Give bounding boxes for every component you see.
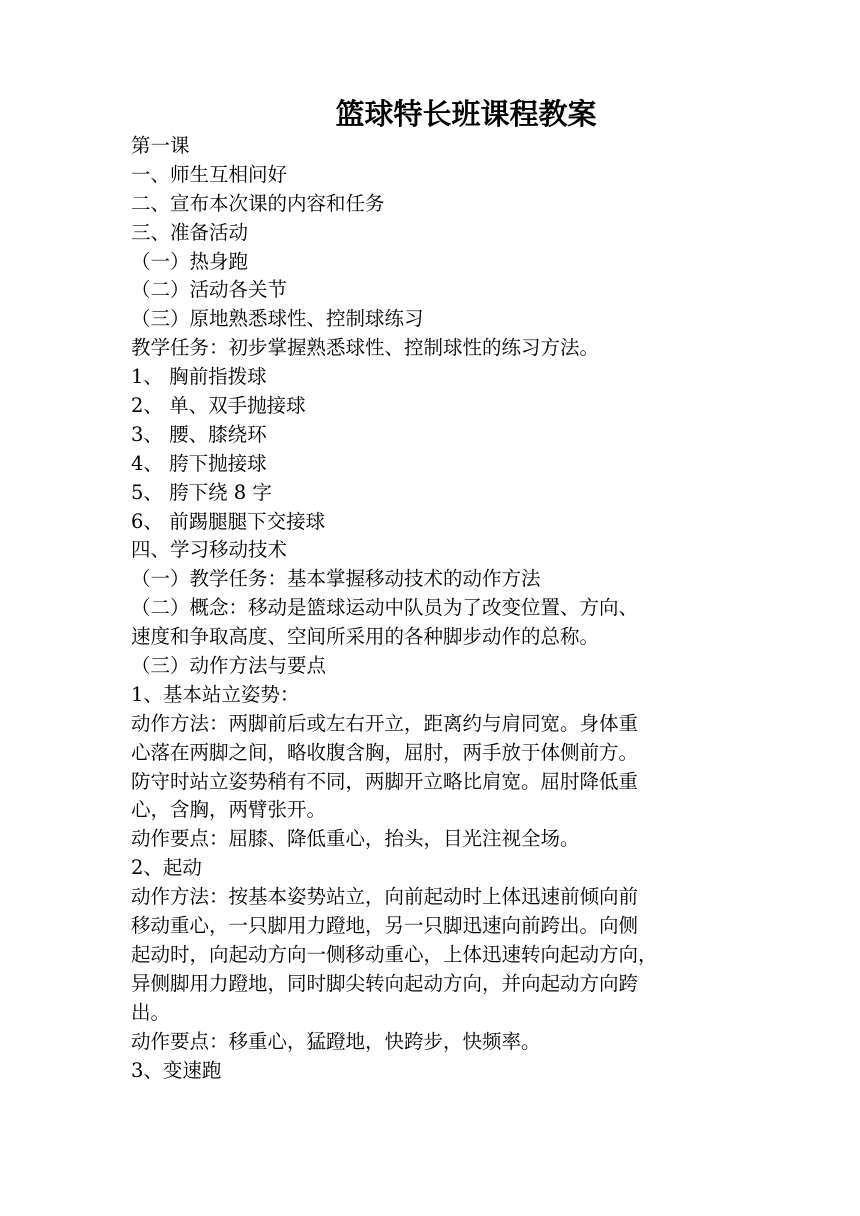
paragraph-line: 异侧脚用力蹬地，同时脚尖转向起动方向，并向起动方向跨 xyxy=(131,971,639,995)
paragraph-line: 心，含胸，两臂张开。 xyxy=(131,798,327,822)
list-item: 4、 胯下抛接球 xyxy=(131,451,267,475)
teaching-task-line: 教学任务：初步掌握熟悉球性、控制球性的练习方法。 xyxy=(131,336,600,360)
subsection-heading: （三）动作方法与要点 xyxy=(131,654,327,678)
subsection-heading: （一）教学任务：基本掌握移动技术的动作方法 xyxy=(131,567,541,591)
section-heading: 三、准备活动 xyxy=(131,220,249,244)
item-heading: 3、变速跑 xyxy=(131,1058,222,1082)
subsection-heading: （三）原地熟悉球性、控制球练习 xyxy=(131,307,424,331)
paragraph-line: 心落在两脚之间，略收腹含胸，屈肘，两手放于体侧前方。 xyxy=(131,740,639,764)
paragraph-line: 移动重心，一只脚用力蹬地，另一只脚迅速向前跨出。向侧 xyxy=(131,914,639,938)
document-body xyxy=(131,132,731,1085)
list-item: 3、 腰、膝绕环 xyxy=(131,422,267,446)
lesson-heading: 第一课 xyxy=(131,134,190,157)
subsection-heading: （二）活动各关节 xyxy=(131,278,288,302)
paragraph-line: 动作要点：移重心，猛蹬地，快跨步，快频率。 xyxy=(131,1029,541,1053)
item-heading: 1、基本站立姿势： xyxy=(131,682,300,706)
item-heading: 2、起动 xyxy=(131,856,202,880)
document-title: 篮球特长班课程教案 xyxy=(335,97,597,131)
paragraph-line: 动作要点：屈膝、降低重心，抬头，目光注视全场。 xyxy=(131,827,580,851)
paragraph-line: （二）概念：移动是篮球运动中队员为了改变位置、方向、 xyxy=(131,596,639,620)
paragraph-line: 速度和争取高度、空间所采用的各种脚步动作的总称。 xyxy=(131,625,600,649)
paragraph-line: 动作方法：两脚前后或左右开立，距离约与肩同宽。身体重 xyxy=(131,711,639,735)
section-heading: 四、学习移动技术 xyxy=(131,538,288,562)
subsection-heading: （一）热身跑 xyxy=(131,249,249,273)
paragraph-line: 起动时，向起动方向一侧移动重心，上体迅速转向起动方向， xyxy=(131,942,658,966)
section-heading: 二、宣布本次课的内容和任务 xyxy=(131,191,385,215)
list-item: 1、 胸前指拨球 xyxy=(131,365,267,389)
list-item: 5、 胯下绕 8 字 xyxy=(131,480,272,504)
section-heading: 一、师生互相问好 xyxy=(131,162,288,186)
paragraph-line: 出。 xyxy=(131,1000,171,1024)
paragraph-line: 防守时站立姿势稍有不同，两脚开立略比肩宽。屈肘降低重 xyxy=(131,769,639,793)
list-item: 2、 单、双手抛接球 xyxy=(131,394,306,418)
paragraph-line: 动作方法：按基本姿势站立，向前起动时上体迅速前倾向前 xyxy=(131,885,639,909)
list-item: 6、 前踢腿腿下交接球 xyxy=(131,509,326,533)
